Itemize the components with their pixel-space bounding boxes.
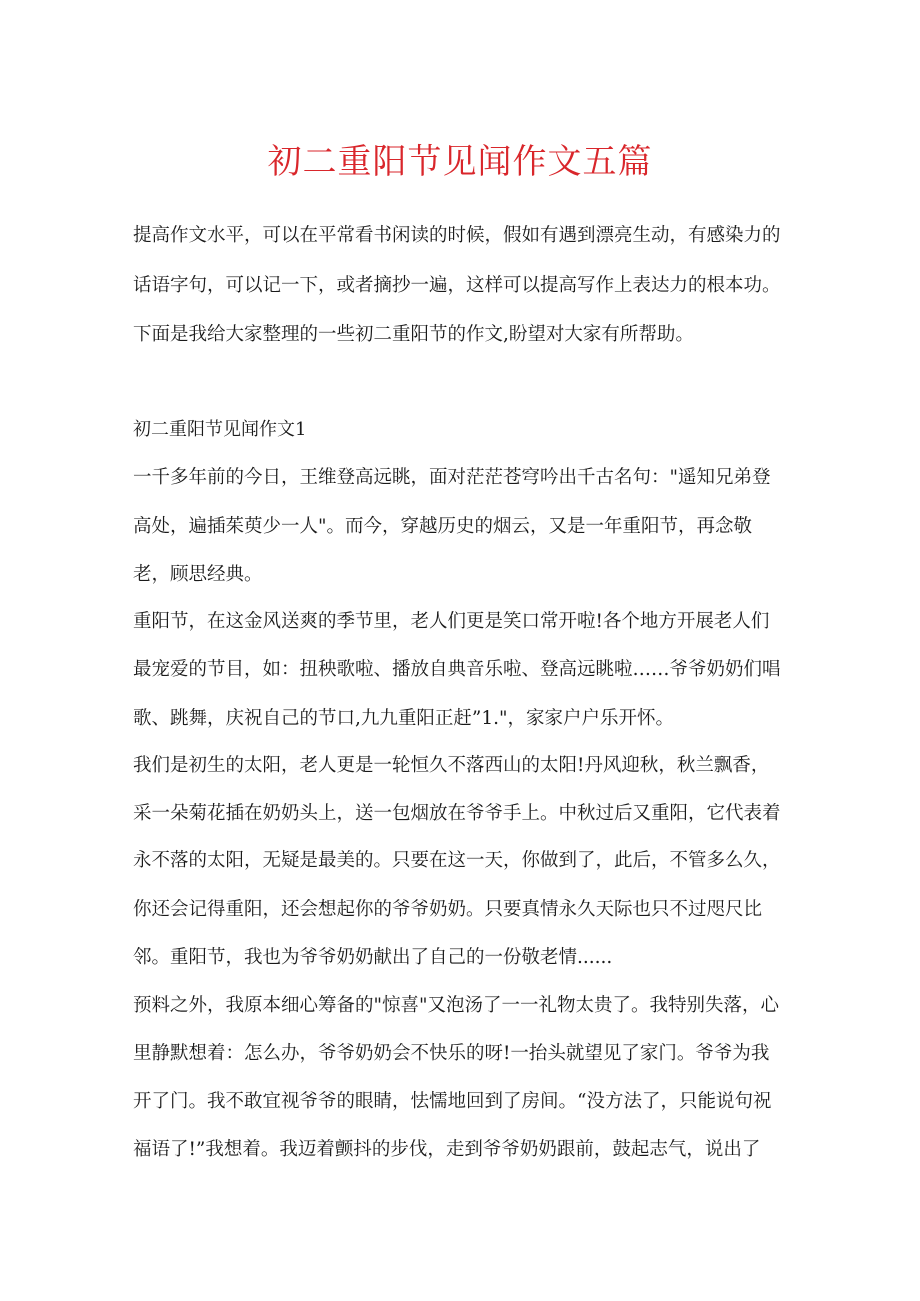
intro-line: 提高作文水平，可以在平常看书闲读的时候，假如有遇到漂亮生动，有感染力的	[133, 225, 781, 246]
body-line: 最宠爱的节目，如：扭秧歌啦、播放自典音乐啦、登高远眺啦……爷爷奶奶们唱	[133, 659, 781, 680]
body-line: 里静默想着：怎么办，爷爷奶奶会不快乐的呀!一抬头就望见了家门。爷爷为我	[133, 1043, 770, 1064]
body-line: 福语了!”我想着。我迈着颤抖的步伐，走到爷爷奶奶跟前，鼓起志气，说出了	[133, 1139, 761, 1160]
body-line: 你还会记得重阳，还会想起你的爷爷奶奶。只要真情永久天际也只不过咫尺比	[133, 899, 763, 920]
section-heading: 初二重阳节见闻作文1	[133, 419, 307, 440]
body-line: 邻。重阳节，我也为爷爷奶奶献出了自己的一份敬老情......	[133, 947, 613, 968]
body-line: 我们是初生的太阳，老人更是一轮恒久不落西山的太阳!丹风迎秋，秋兰飘香，	[133, 755, 770, 776]
body-line: 永不落的太阳，无疑是最美的。只要在这一天，你做到了，此后，不管多么久，	[133, 850, 781, 871]
page-title: 初二重阳节见闻作文五篇	[267, 142, 653, 182]
body-line: 采一朵菊花插在奶奶头上，送一包烟放在爷爷手上。中秋过后又重阳，它代表着	[133, 803, 781, 824]
body-line: 歌、跳舞，庆祝自己的节口,九九重阳正赶”1."，家家户户乐开怀。	[133, 708, 675, 729]
body-line: 开了门。我不敢宜视爷爷的眼睛，怯懦地回到了房间。“没方法了，只能说句祝	[133, 1091, 772, 1112]
intro-line: 话语字句，可以记一下，或者摘抄一遍，这样可以提高写作上表达力的根本功。	[133, 275, 781, 296]
intro-line: 下面是我给大家整理的一些初二重阳节的作文,盼望对大家有所帮助。	[133, 324, 694, 345]
body-line: 预料之外，我原本细心筹备的"惊喜"又泡汤了一一礼物太贵了。我特别失落，心	[133, 995, 780, 1016]
body-line: 老，顾思经典。	[133, 564, 263, 585]
body-line: 重阳节，在这金风送爽的季节里，老人们更是笑口常开啦!各个地方开展老人们	[133, 611, 770, 632]
body-line: 高处，遍插茱萸少一人"。而今，穿越历史的烟云，又是一年重阳节，再念敬	[133, 516, 753, 537]
body-line: 一千多年前的今日，王维登高远眺，面对茫茫苍穹吟出千古名句："遥知兄弟登	[133, 467, 771, 488]
